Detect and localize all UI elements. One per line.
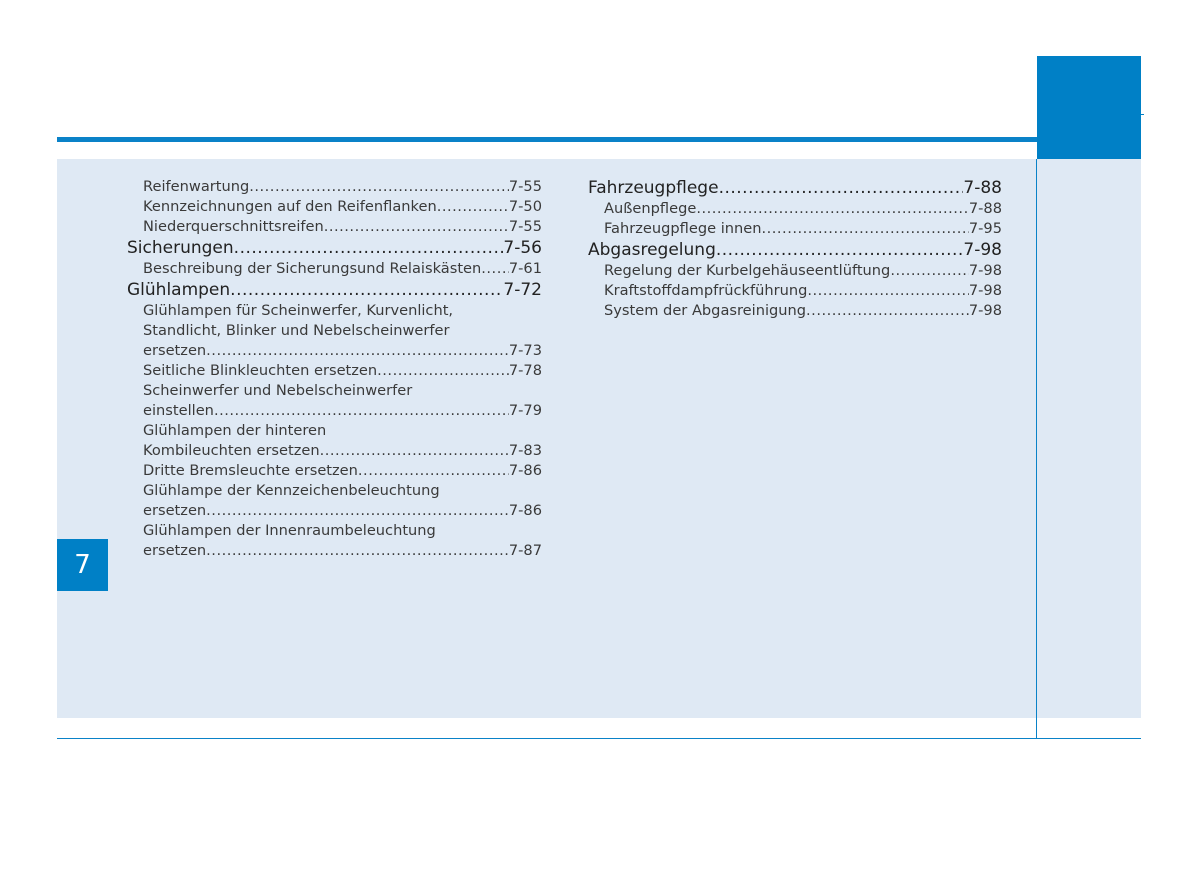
toc-entry-title: Beschreibung der Sicherungsund Relaiskästen: [143, 260, 482, 277]
toc-page-number: 7-86: [508, 502, 542, 519]
margin-vertical-rule: [1036, 159, 1037, 739]
toc-page-number: 7-98: [968, 262, 1002, 279]
toc-page-number: 7-98: [968, 282, 1002, 299]
toc-entry-title: einstellen: [143, 402, 214, 419]
dot-leader: [249, 177, 509, 197]
toc-entry[interactable]: [143, 441, 542, 461]
section-corner-tab: [1037, 56, 1141, 159]
toc-entry[interactable]: [604, 301, 1002, 321]
toc-page-number: 7-61: [508, 260, 542, 277]
toc-section-heading[interactable]: [127, 279, 542, 301]
toc-entry-continuation: Glühlampen der Innenraumbeleuchtung: [143, 522, 436, 539]
toc-entry-continuation: Standlicht, Blinker und Nebelscheinwerfer: [143, 322, 450, 339]
toc-page-number: 7-72: [503, 280, 542, 300]
toc-entry[interactable]: [143, 217, 542, 237]
dot-leader: [206, 501, 509, 521]
toc-entry[interactable]: [143, 259, 542, 279]
toc-entry[interactable]: [604, 281, 1002, 301]
toc-entry-title: ersetzen: [143, 542, 207, 559]
toc-entry-title: Fahrzeugpflege innen: [604, 220, 762, 237]
dot-leader: [716, 239, 964, 261]
toc-entry-title: Abgasregelung: [588, 240, 716, 260]
toc-entry[interactable]: [143, 461, 542, 481]
dot-leader: [358, 461, 509, 481]
toc-entry-title: Glühlampen: [127, 280, 231, 300]
toc-page-number: 7-73: [508, 342, 542, 359]
toc-entry-title: Außenpflege: [604, 200, 697, 217]
header-rule: [57, 137, 1037, 142]
dot-leader: [719, 177, 964, 199]
toc-page-number: 7-83: [508, 442, 542, 459]
toc-entry-title: Kennzeichnungen auf den Reifenflanken: [143, 198, 437, 215]
toc-entry[interactable]: [143, 401, 542, 421]
toc-page-number: 7-95: [968, 220, 1002, 237]
toc-section-heading[interactable]: [588, 177, 1002, 199]
toc-entry[interactable]: [143, 197, 542, 217]
dot-leader: [206, 541, 509, 561]
dot-leader: [230, 279, 503, 301]
toc-entry-title: Seitliche Blinkleuchten ersetzen: [143, 362, 378, 379]
toc-page-number: 7-98: [968, 302, 1002, 319]
toc-page-number: 7-98: [963, 240, 1002, 260]
dot-leader: [807, 281, 969, 301]
toc-section-heading[interactable]: [127, 237, 542, 259]
toc-entry-title: Kombileuchten ersetzen: [143, 442, 320, 459]
toc-entry-continuation: Glühlampe der Kennzeichenbeleuchtung: [143, 482, 440, 499]
toc-page-number: 7-88: [968, 200, 1002, 217]
toc-entry-title: Niederquerschnittsreifen: [143, 218, 324, 235]
toc-entry-continuation: Glühlampen für Scheinwerfer, Kurvenlicht,: [143, 302, 454, 319]
toc-section-heading[interactable]: [588, 239, 1002, 261]
toc-entry-title: Sicherungen: [127, 238, 234, 258]
toc-entry-title: ersetzen: [143, 342, 207, 359]
toc-entry[interactable]: [143, 541, 542, 561]
toc-page-number: 7-86: [508, 462, 542, 479]
toc-entry[interactable]: [143, 177, 542, 197]
toc-entry[interactable]: [143, 361, 542, 381]
dot-leader: [234, 237, 504, 259]
toc-column-left: [127, 177, 542, 561]
toc-page-number: 7-79: [508, 402, 542, 419]
toc-entry[interactable]: [604, 199, 1002, 219]
toc-entry-title: Dritte Bremsleuchte ersetzen: [143, 462, 358, 479]
toc-entry[interactable]: [604, 261, 1002, 281]
toc-entry[interactable]: [143, 341, 542, 361]
toc-entry-continuation: Scheinwerfer und Nebelscheinwerfer: [143, 382, 413, 399]
dot-leader: [214, 401, 509, 421]
toc-page-number: 7-55: [508, 178, 542, 195]
footer-rule: [57, 738, 1141, 739]
toc-entry-title: Fahrzeugpflege: [588, 178, 719, 198]
toc-entry-title: Regelung der Kurbelgehäuseentlüftung: [604, 262, 891, 279]
dot-leader: [320, 441, 509, 461]
dot-leader: [762, 219, 969, 239]
toc-page-number: 7-88: [963, 178, 1002, 198]
toc-page-number: 7-78: [508, 362, 542, 379]
dot-leader: [437, 197, 509, 217]
corner-tick-mark: [1141, 114, 1144, 115]
toc-entry[interactable]: [604, 219, 1002, 239]
dot-leader: [377, 361, 509, 381]
chapter-number-tab: 7: [57, 539, 108, 591]
toc-page-number: 7-87: [508, 542, 542, 559]
dot-leader: [481, 259, 509, 279]
dot-leader: [324, 217, 509, 237]
toc-page-number: 7-50: [508, 198, 542, 215]
toc-page-number: 7-55: [508, 218, 542, 235]
dot-leader: [206, 341, 509, 361]
dot-leader: [696, 199, 969, 219]
toc-page-number: 7-56: [503, 238, 542, 258]
toc-entry-title: Kraftstoffdampfrückführung: [604, 282, 808, 299]
dot-leader: [806, 301, 969, 321]
toc-column-right: [588, 177, 1002, 321]
toc-entry-title: Reifenwartung: [143, 178, 250, 195]
toc-entry-continuation: Glühlampen der hinteren: [143, 422, 327, 439]
toc-entry-title: System der Abgasreinigung: [604, 302, 807, 319]
dot-leader: [890, 261, 969, 281]
toc-entry[interactable]: [143, 501, 542, 521]
toc-entry-title: ersetzen: [143, 502, 207, 519]
